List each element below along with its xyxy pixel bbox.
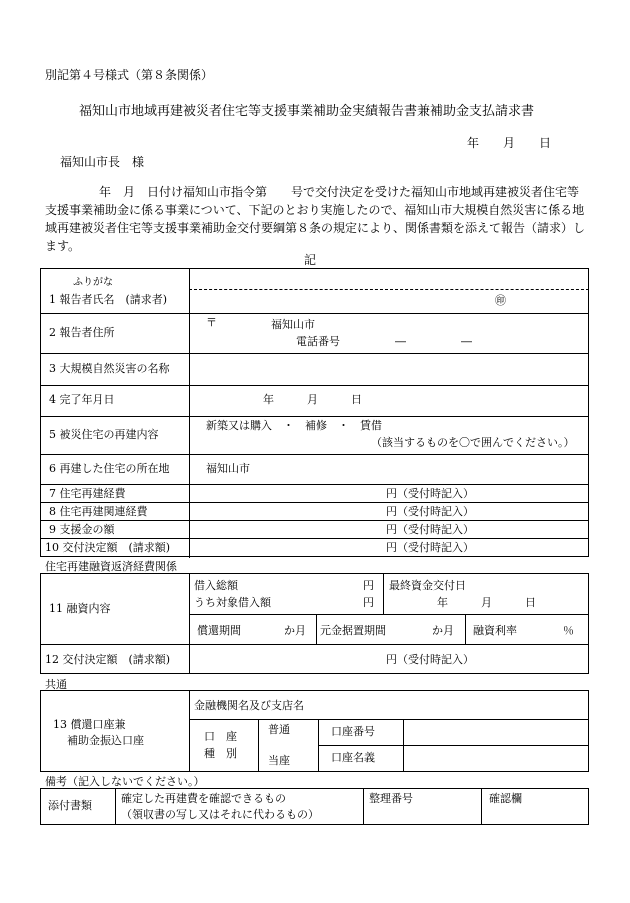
support-amount-label: 9 支援金の額 — [49, 523, 115, 536]
futsu-label: 普通 — [268, 723, 290, 736]
main-table — [40, 268, 589, 557]
common-heading: 共通 — [45, 678, 67, 691]
addressee: 福知山市長 様 — [60, 155, 145, 169]
furigana-label: ふりがな — [73, 277, 113, 288]
account-type-label-2: 種 別 — [204, 747, 237, 760]
confirmation-label: 確認欄 — [489, 792, 522, 805]
rebuild-note: （該当するものを〇で囲んでください。） — [371, 436, 575, 449]
interest-label: 融資利率 — [473, 624, 517, 637]
date-line: 年 月 日 — [467, 136, 552, 150]
repay-period-label: 償還期間 — [197, 624, 241, 637]
account-type-label-1: 口 座 — [204, 730, 237, 743]
bank-label: 金融機関名及び支店名 — [194, 699, 304, 712]
final-delivery-date: 年 月 日 — [437, 596, 536, 609]
seal-mark: ㊞ — [495, 294, 506, 307]
account-label-2: 補助金振込口座 — [67, 734, 144, 747]
phone-label: 電話番号 ― ― — [296, 335, 472, 348]
address-city: 福知山市 — [271, 318, 315, 331]
related-cost-label: 8 住宅再建関連経費 — [49, 505, 148, 518]
postal-mark: 〒 — [206, 316, 217, 329]
account-label-1: 13 償還口座兼 — [53, 718, 126, 731]
remarks-heading: 備考（記入しないでください。） — [45, 775, 205, 788]
percent-unit: ％ — [563, 624, 574, 637]
reporter-address-label: 2 報告者住所 — [49, 326, 115, 339]
ki-mark: 記 — [304, 253, 317, 267]
final-delivery-label: 最終資金交付日 — [389, 579, 466, 592]
form-id: 別記第４号様式（第８条関係） — [45, 68, 214, 82]
yen-unit: 円 — [363, 579, 374, 592]
disaster-name-label: 3 大規模自然災害の名称 — [49, 362, 170, 375]
account-number-label: 口座番号 — [331, 725, 375, 738]
target-loan-label: うち対象借入額 — [194, 596, 271, 609]
attachment-doc-2: （領収書の写し又はそれに代わるもの） — [121, 808, 319, 821]
location-label: 6 再建した住宅の所在地 — [49, 462, 170, 475]
yen-unit: 円 — [363, 596, 374, 609]
account-name-label: 口座名義 — [331, 751, 375, 764]
remarks-table — [40, 788, 589, 825]
months-unit: か月 — [432, 624, 454, 637]
loan-content-label: 11 融資内容 — [49, 602, 111, 615]
loan-heading: 住宅再建融資返済経費関係 — [45, 560, 177, 573]
yen-note: 円（受付時記入） — [386, 653, 474, 666]
yen-note: 円（受付時記入） — [386, 541, 474, 554]
account-table — [40, 690, 589, 772]
attachment-label: 添付書類 — [48, 799, 92, 812]
completion-date-label: 4 完了年月日 — [49, 393, 115, 406]
rebuild-options: 新築又は購入 ・ 補修 ・ 賃借 — [206, 419, 382, 432]
months-unit: か月 — [284, 624, 306, 637]
reference-number-label: 整理番号 — [369, 792, 413, 805]
total-loan-label: 借入総額 — [194, 579, 238, 592]
yen-note: 円（受付時記入） — [386, 487, 474, 500]
loan-table — [40, 573, 589, 674]
loan-decision-label: 12 交付決定額 (請求額) — [45, 653, 171, 666]
page-title: 福知山市地域再建被災者住宅等支援事業補助金実績報告書兼補助金支払請求書 — [79, 104, 535, 119]
completion-date-value: 年 月 日 — [263, 393, 362, 406]
decision-amount-label: 10 交付決定額 (請求額) — [45, 541, 171, 554]
rebuild-content-label: 5 被災住宅の再建内容 — [49, 428, 159, 441]
rebuild-cost-label: 7 住宅再建経費 — [49, 487, 126, 500]
body-paragraph: 年 月 日付け福知山市指令第 号で交付決定を受けた福知山市地域再建被災者住宅等支援事業補助金に係る事業について、下記のとおり実施したので、福知山市大規模自然災害に係る地域再建被災者住宅等支援事業補助金交付要綱第８条の規定により、関係書類を添えて報告（請求）します。 — [45, 185, 586, 253]
grace-period-label: 元金据置期間 — [320, 624, 386, 637]
location-value: 福知山市 — [206, 462, 250, 475]
reporter-name-label: 1 報告者氏名 (請求者) — [49, 293, 168, 306]
yen-note: 円（受付時記入） — [386, 505, 474, 518]
yen-note: 円（受付時記入） — [386, 523, 474, 536]
toza-label: 当座 — [268, 754, 290, 767]
attachment-doc-1: 確定した再建費を確認できるもの — [121, 792, 286, 805]
